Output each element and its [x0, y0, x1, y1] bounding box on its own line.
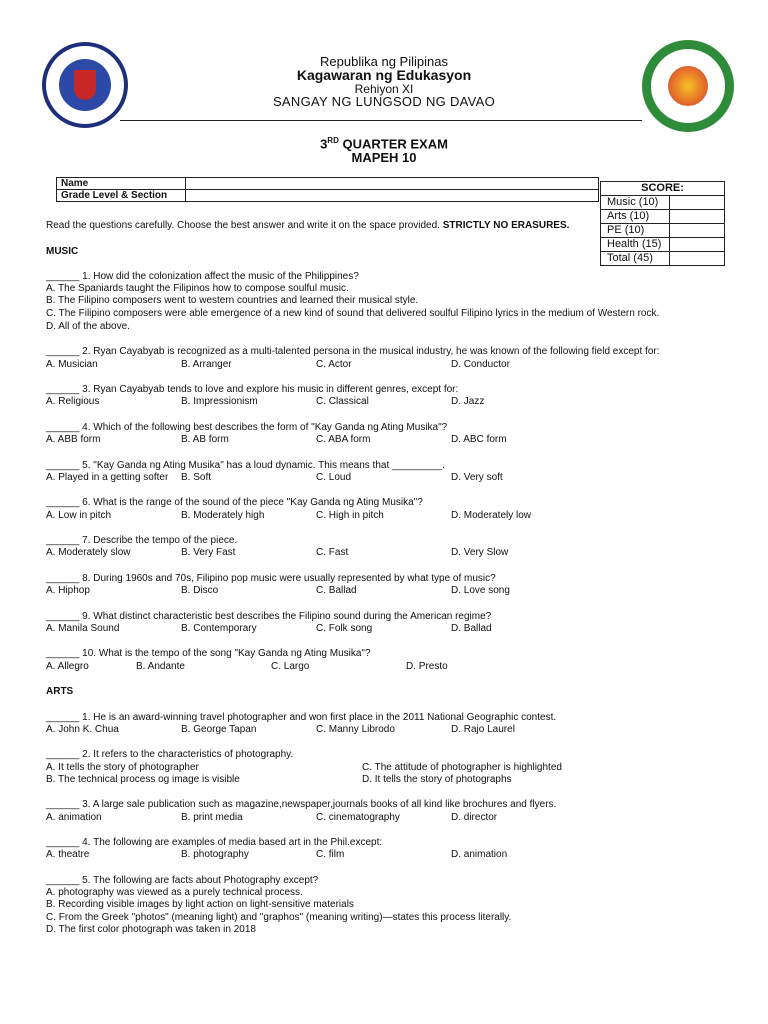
option: B. Moderately high — [181, 510, 265, 521]
question: ______ 1. He is an award-winning travel photographer and won first place in the 2011 National Geographic contest. — [46, 712, 557, 723]
option: A. Played in a getting softer — [46, 472, 169, 483]
grade-section-field[interactable] — [186, 190, 599, 202]
option: B. AB form — [181, 434, 229, 445]
question: ______ 7. Describe the tempo of the piece. — [46, 535, 238, 546]
instructions: Read the questions carefully. Choose the best answer and write it on the space provided. STRICTLY NO ERASURES. — [46, 220, 570, 231]
option: D. director — [451, 812, 498, 823]
question: ______ 2. Ryan Cayabyab is recognized as a multi-talented persona in the musical industry, he was known of the following field except for: — [46, 346, 660, 357]
question: ______ 2. It refers to the characteristics of photography. — [46, 749, 294, 760]
option: A. Hiphop — [46, 585, 90, 596]
score-field-pe[interactable] — [670, 224, 725, 238]
score-label-arts: Arts (10) — [601, 210, 670, 224]
option: A. Allegro — [46, 661, 89, 672]
option: D. It tells the story of photographs — [362, 774, 512, 785]
header-region: Rehiyon XI — [354, 82, 414, 96]
option: A. animation — [46, 812, 102, 823]
score-label-total: Total (45) — [601, 252, 670, 266]
option: A. It tells the story of photographer — [46, 762, 199, 773]
option: B. Arranger — [181, 359, 232, 370]
option: B. The technical process og image is visible — [46, 774, 240, 785]
question: ______ 5. "Kay Ganda ng Ating Musika" has a loud dynamic. This means that _________. — [46, 460, 445, 471]
option: A. Low in pitch — [46, 510, 112, 521]
header-department: Kagawaran ng Edukasyon — [296, 67, 472, 83]
option: A. John K. Chua — [46, 724, 119, 735]
question: ______ 9. What distinct characteristic best describes the Filipino sound during the American regime? — [46, 611, 492, 622]
name-label: Name — [57, 178, 186, 190]
option: B. print media — [181, 812, 243, 823]
option: B. The Filipino composers went to western countries and learned their musical style. — [46, 295, 419, 306]
option: B. Recording visible images by light action on light-sensitive materials — [46, 899, 354, 910]
option: D. The first color photograph was taken in 2018 — [46, 924, 256, 935]
question: ______ 3. Ryan Cayabyab tends to love and explore his music in different genres, except for: — [46, 384, 459, 395]
option: C. The Filipino composers were able emergence of a new kind of sound that delivered soulful Filipino lyrics in the medium of Western rock. — [46, 308, 660, 319]
question: ______ 4. The following are examples of media based art in the Phil.except: — [46, 837, 383, 848]
question: ______ 4. Which of the following best describes the form of "Kay Ganda ng Ating Musika"? — [46, 422, 448, 433]
option: C. Folk song — [316, 623, 373, 634]
option: D. ABC form — [451, 434, 507, 445]
option: C. Classical — [316, 396, 369, 407]
option: C. Loud — [316, 472, 352, 483]
option: B. George Tapan — [181, 724, 257, 735]
name-field[interactable] — [186, 178, 599, 190]
option: D. animation — [451, 849, 508, 860]
option: A. Musician — [46, 359, 98, 370]
header-division: SANGAY NG LUNGSOD NG DAVAO — [272, 94, 496, 109]
score-field-music[interactable] — [670, 196, 725, 210]
option: A. The Spaniards taught the Filipinos how to compose soulful music. — [46, 283, 349, 294]
question: ______ 3. A large sale publication such as magazine,newspaper,journals books of all kind like brochures and flyers. — [46, 799, 557, 810]
option: D. Love song — [451, 585, 510, 596]
option: C. From the Greek "photos" (meaning light) and "graphos" (meaning writing)—states this process literally. — [46, 912, 512, 923]
option: A. theatre — [46, 849, 90, 860]
question: ______ 1. How did the colonization affect the music of the Philippines? — [46, 271, 359, 282]
option: D. Very Slow — [451, 547, 509, 558]
option: A. Moderately slow — [46, 547, 131, 558]
option: B. Contemporary — [181, 623, 257, 634]
option: B. Andante — [136, 661, 185, 672]
option: D. All of the above. — [46, 321, 130, 332]
option: C. Manny Librodo — [316, 724, 395, 735]
option: C. Fast — [316, 547, 349, 558]
section-heading-arts: ARTS — [46, 686, 74, 697]
option: D. Moderately low — [451, 510, 532, 521]
question: ______ 6. What is the range of the sound of the piece "Kay Ganda ng Ating Musika"? — [46, 497, 423, 508]
score-field-arts[interactable] — [670, 210, 725, 224]
option: C. Largo — [271, 661, 310, 672]
option: A. Manila Sound — [46, 623, 120, 634]
option: D. Very soft — [451, 472, 503, 483]
score-label-music: Music (10) — [601, 196, 670, 210]
score-field-total[interactable] — [670, 252, 725, 266]
option: D. Rajo Laurel — [451, 724, 515, 735]
option: C. The attitude of photographer is highlighted — [362, 762, 562, 773]
option: B. Impressionism — [181, 396, 258, 407]
option: B. Soft — [181, 472, 212, 483]
option: A. ABB form — [46, 434, 101, 445]
option: A. photography was viewed as a purely technical process. — [46, 887, 303, 898]
grade-section-label: Grade Level & Section — [57, 190, 186, 202]
option: B. photography — [181, 849, 249, 860]
exam-title: 3RD QUARTER EXAM — [320, 136, 448, 152]
option: D. Jazz — [451, 396, 485, 407]
score-label-health: Health (15) — [601, 238, 670, 252]
option: C. Actor — [316, 359, 352, 370]
header-divider — [120, 120, 642, 121]
option: C. High in pitch — [316, 510, 384, 521]
option: D. Ballad — [451, 623, 492, 634]
question: ______ 10. What is the tempo of the song "Kay Ganda ng Ating Musika"? — [46, 648, 371, 659]
instructions-emphasis: STRICTLY NO ERASURES. — [442, 220, 570, 231]
header-republic: Republika ng Pilipinas — [320, 54, 448, 69]
score-header: SCORE: — [601, 182, 725, 196]
section-heading-music: MUSIC — [46, 246, 79, 257]
option: D. Presto — [406, 661, 448, 672]
option: B. Very Fast — [181, 547, 236, 558]
exam-subject: MAPEH 10 — [351, 150, 417, 165]
option: B. Disco — [181, 585, 219, 596]
option: C. film — [316, 849, 345, 860]
option: D. Conductor — [451, 359, 510, 370]
score-field-health[interactable] — [670, 238, 725, 252]
score-table — [600, 181, 725, 266]
student-info-table — [56, 177, 599, 202]
option: C. cinematography — [316, 812, 400, 823]
question: ______ 5. The following are facts about Photography except? — [46, 875, 319, 886]
question: ______ 8. During 1960s and 70s, Filipino pop music were usually represented by what type of music? — [46, 573, 496, 584]
option: C. ABA form — [316, 434, 371, 445]
score-label-pe: PE (10) — [601, 224, 670, 238]
option: A. Religious — [46, 396, 100, 407]
option: C. Ballad — [316, 585, 357, 596]
